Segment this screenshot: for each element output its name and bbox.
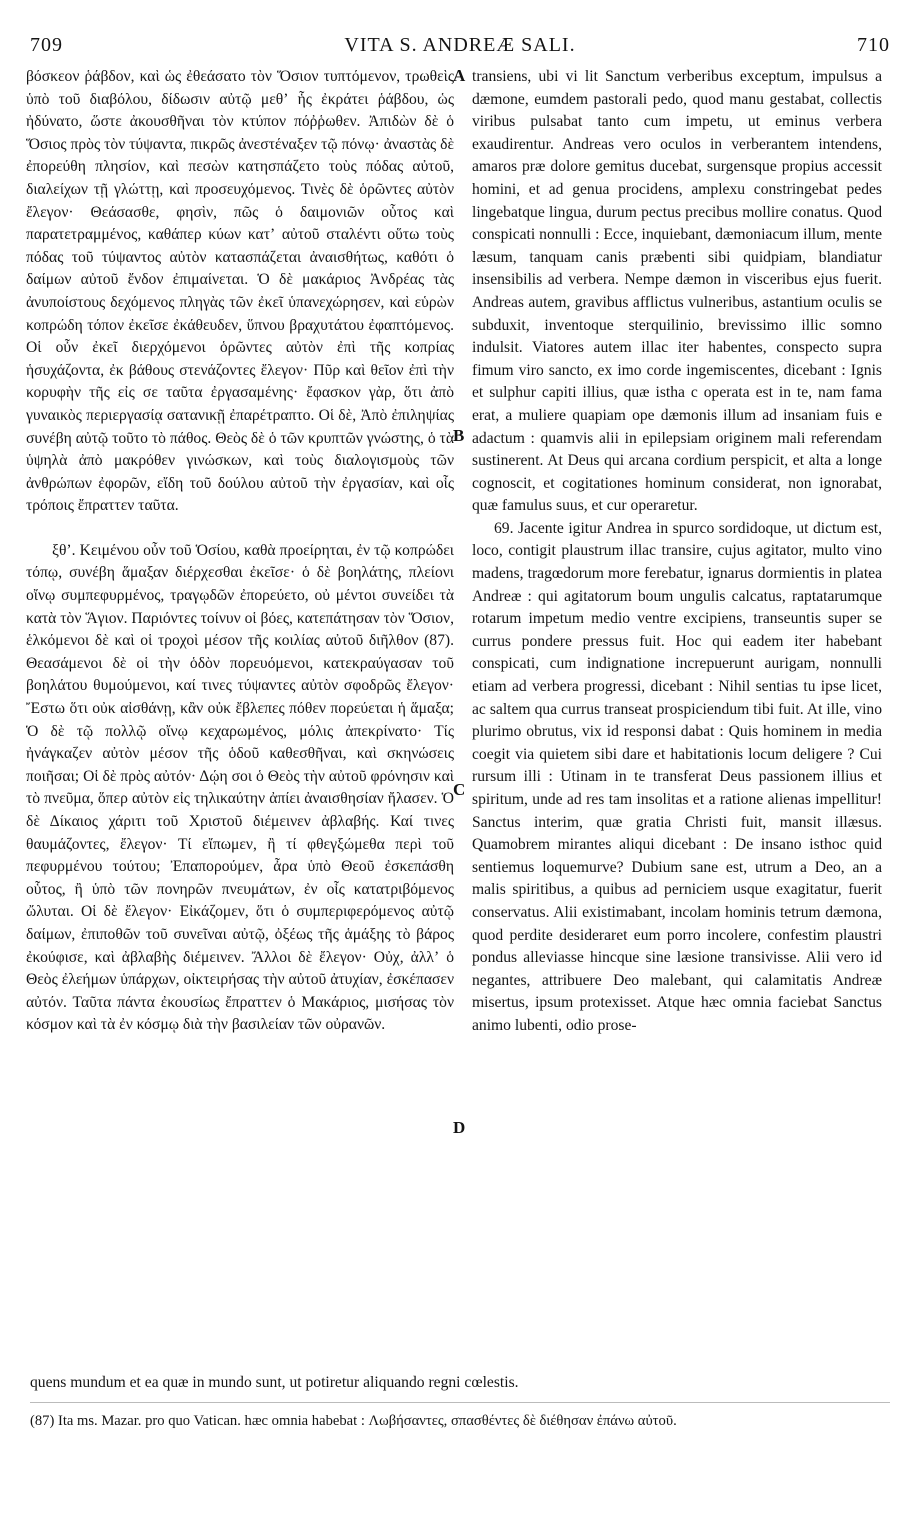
page-number-right: 710 <box>857 34 890 56</box>
section-marker-c: C <box>453 780 466 799</box>
running-title: VITA S. ANDREÆ SALI. <box>344 34 576 56</box>
page-number-left: 709 <box>30 34 63 56</box>
greek-paragraph: βόσκεον ῥάβδον, καὶ ὡς ἐθεάσατο τὸν Ὅσιον τυπτόμενον, τρωθεὶς ὑπὸ τοῦ διαβόλου, δίδωσιν αὐτῷ μεθʼ ἧς ἐκράτει ῥάβδου, ὡς ἠδύνατο, ὥστε ἀκουσθῆναι τὸν κτύπον πόῤῥωθεν. Ἀπιδὼν δὲ ὁ Ὅσιος πρὸς τὸν τύψαντα, πικρῶς ἀνεστέναξεν τῷ πόνῳ· ἀναστὰς δὲ ἐπορεύθη πλησίον, καὶ πεσὼν κατησπάζετο τοὺς πόδας αὐτοῦ, διαλείχων τῇ γλώττῃ, καὶ προσευχόμενος. Τινὲς δὲ ὁρῶντες αὐτὸν ἔλεγον· Θεάσασθε, φησὶν, πῶς ὁ δαιμονιῶν οὗτος καὶ παρατετραμμένος, καθάπερ κύων κατʼ αὐτοῦ σταλέντι οὕτω τοὺς πόδας τοῦ τύψαντος αὐτὸν κατασπάζεται ἀναισθήτως, καθότι ὁ δαίμων αὐτοῦ ἔνδον ἐπιμαίνεται. Ὁ δὲ μακάριος Ἀνδρέας τὰς ἀνυποίστους δεχόμενος πληγὰς τῶν ἐκεῖ ὑπανεχώρησεν, καὶ εὑρὼν κοπρώδη τόπον ἐκεῖσε ἐκάθευδεν, ὕπνου βραχυτάτου ἐφαπτόμενος. Οἱ οὖν ἐκεῖ διερχόμενοι ὁρῶντες αὐτὸν ἐπὶ τῆς κοπρίας ἡσυχάζοντα, ἐκ βάθους στενάζοντες ἔλεγον· Πῦρ καὶ θεῖον ἐπὶ τὴν κορυφὴν τῆς εἰς σε ταῦτα ἐργασαμένης· ἔφασκον γὰρ, ὅτι ἀπὸ γυναικὸς περιεργασίᾳ σατανικῇ ἐπαρέτραπτο. Οἱ δὲ, Ἀπὸ ἐπιληψίας συνέβη αὐτῷ τοῦτο τὸ πάθος. Θεὸς δὲ ὁ τῶν κρυπτῶν γνώστης, ὁ τὰ ὑψηλὰ ἀπὸ μακρόθεν γινώσκων, καὶ τοὺς διαλογισμοὺς τῶν ἀνθρώπων ἐφορῶν, εἴδη τοῦ δούλου αὐτοῦ τὴν ἐργασίαν, καὶ οἷς τρόποις ἔπραττεν ταῦτα. <box>26 68 454 515</box>
section-marker-b: B <box>453 426 465 445</box>
footnote: (87) Ita ms. Mazar. pro quo Vatican. hæc omnia habebat : Λωβήσαντες, σπασθέντες δὲ διέθησαν ἐπάνω αὐτοῦ. <box>30 1413 677 1429</box>
running-header <box>30 34 890 60</box>
latin-paragraph: transiens, ubi vi lit Sanctum verberibus exceptum, impulsus a dæmone, eumdem pastorali pedo, quod manu gestabat, collectis viribus pulsabat tanto cum impetu, ut eminus verbera exaudirentur. Andreas vero oculos in verberantem intendens, amaros præ dolore gemitus ducebat, surgensque propius accessit homini, et ad genua procidens, amplexu constringebat pedes lingebatque lingua, durum pectus precibus mollire conatus. Quod conspicati nonnulli : Ecce, inquiebant, dæmoniacum illum, mente læsum, tanquam canis præbenti sibi quidpiam, blandiatur insensibilis ad verbera. Nempe dæmon in visceribus ejus fuerit. Andreas autem, gravibus afflictus vulneribus, astantium oculis se subduxit, inventoque sterquilinio, brevissimo illic somno indulsit. Viatores autem illac iter habentes, conspecto supra fimum viro sancto, ex imo corde ingemiscentes, dicebant : Ignis et sulphur capiti illius, quæ istha c operata est in te, nam fama erat, a muliere quapiam ope dæmonis illum ad insaniam fuis e adactum : quamvis alii in epilepsiam originem mali referendam sustinerent. At Deus qui arcana cordium perspicit, et alta a longe cognoscit, et cogitationes hominum considerat, non ignorabat, quæ famulus suus, et cur operaretur. <box>472 68 882 515</box>
latin-paragraph: 69. Jacente igitur Andrea in spurco sordidoque, ut dictum est, loco, contigit plaustrum illac transire, cujus agitator, multo vino madens, tragœdorum more ferebatur, ignarus dormientis in platea Andreæ : qui agitatorum boum ungulis calcatus, raptatarumque rotarum impetum medio ventre excipiens, transeuntis super se currus pondere pressus fuit. Hoc qui eadem iter habebant conspicati, cum indignatione increpuerunt aurigam, nonnulli etiam ad verbera progressi, dicebant : Nihil sentias tu ipse licet, ac saltem qua currus transeat prospiciendum tibi fuit. At ille, vino plurimo obrutus, vix id responsi dabat : Quis hominem in media coegit via quietem sibi dare et habitationis locum deligere ? Cui rursum illi : Utinam in te transferat Deus passionem illius et spiritum, unde ad res tam insolitas et a ratione alienas impellitur! Sanctus interim, quæ gratia Christi fuit, mansit illæsus. Quamobrem mirantes aliqui dicebant : De insano isthoc quid sentiemus loquemurve? Dubium sane est, utrum a Deo, an a malis spiritibus, a quibus ad perniciem usque exagitatur, fuerit conservatus. Alii existimabant, incolam hominis tetrum dæmona, quod perdite desideraret eum porro incolere, confestim plaustri pondus alleviasse hincque sine læsione transivisse. Alii vero id negantes, attribuere Deo malebant, qui calamitatis Andreæ misertus, ipsum protexisset. Atque hæc omnia faciebat Sanctus animo lubenti, odio prose- <box>472 519 882 1034</box>
greek-column <box>26 66 454 1037</box>
footnote-divider <box>30 1402 890 1403</box>
section-marker-a: A <box>453 66 466 85</box>
greek-paragraph: ξθʼ. Κειμένου οὖν τοῦ Ὁσίου, καθὰ προείρηται, ἐν τῷ κοπρώδει τόπῳ, συνέβη ἅμαξαν διέρχεσθαι ἐκεῖσε· ὁ δὲ βοηλάτης, πλείονι οἴνῳ συμπεφυρμένος, τραγῳδῶν ἐπορεύετο, οὐ μέντοι συνείδει τὰ κατὰ τὸν Ἅγιον. Παριόντες τοίνυν οἱ βόες, κατεπάτησαν τὸν Ὅσιον, ἑλκόμενοι δὲ καὶ οἱ τροχοὶ μέσον τῆς κοιλίας αὐτοῦ διῆλθον (87). Θεασάμενοι δὲ οἱ τὴν ὁδὸν πορευόμενοι, κατεκραύγασαν τοῦ βοηλάτου θυμούμενοι, καί τινες τύψαντες αὐτὸν σφοδρῶς ἔλεγον· Ἔστω ὅτι οὐκ αἰσθάνῃ, κἂν οὐκ ἔβλεπες πόθεν πορεύεται ἡ ἅμαξα; Ὁ δὲ τῷ πολλῷ οἴνῳ κεχαρωμένος, μόλις ἀπεκρίνατο· Τίς ἠνάγκαζεν αὐτὸν μέσον τῆς ὁδοῦ καθεσθῆναι, καὶ σκηνώσεις ποιῆσαι; Οἱ δὲ πρὸς αὐτόν· Δῴη σοι ὁ Θεὸς τὴν αὐτοῦ φρόνησιν καὶ τὸ πνεῦμα, ὅπερ αὐτὸν εἰς τηλικαύτην ἀπίει ἀναισθησίαν ἤλασεν. Ὁ δὲ Δίκαιος χάριτι τοῦ Χριστοῦ διέμεινεν ἀβλαβής. Καί τινες θαυμάζοντες, ἔλεγον· Τί εἴπωμεν, ἢ τί φθεγξώμεθα περὶ τοῦ πεφυρμένου τούτου; Ἐπαπορούμεν, ἆρα ὑπὸ Θεοῦ ἐσκεπάσθη οὗτος, ἢ ὑπὸ τῶν πονηρῶν πνευμάτων, ἐν οἷς κατατριβόμενος ὤλυται. Οἱ δὲ ἔλεγον· Εἰκάζομεν, ὅτι ὁ συμπεριφερόμενος αὐτῷ δαίμων, ἐπιποθῶν τοῦ συνεῖναι αὐτῷ, ὀξέως τῆς ἁμάξης τὸ βάρος ἐκούφισε, καὶ ἀβλαβὴς διέμεινεν. Ἄλλοι δὲ ἔλεγον· Οὐχ, ἀλλʼ ὁ Θεὸς ἐλεήμων ὑπάρχων, οἰκτειρήσας τὴν αὐτοῦ ἀτυχίαν, ἐσκέπασεν αὐτόν. Ταῦτα πάντα ἐκουσίως ἔπραττεν ὁ Μακάριος, μισήσας τὸν κόσμον καὶ τὰ ἐν κόσμῳ διὰ τὴν βασιλείαν τῶν οὐρανῶν. <box>26 541 454 1034</box>
latin-continuation-line: quens mundum et ea quæ in mundo sunt, ut potiretur aliquando regni cœlestis. <box>30 1374 519 1391</box>
latin-column <box>472 66 882 1038</box>
section-marker-d: D <box>453 1118 466 1137</box>
